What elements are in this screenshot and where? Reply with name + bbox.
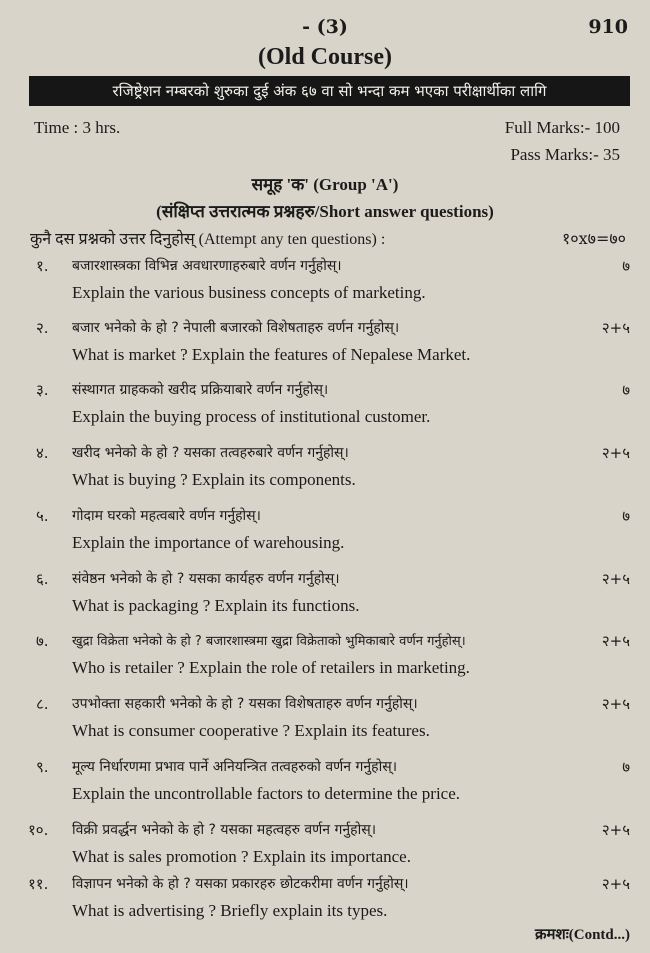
question-nepali: बजारशास्त्रका विभिन्न अवधारणाहरुबारे वर्णन गर्नुहोस्। xyxy=(72,258,342,274)
continued-note: क्रमशः(Contd...) xyxy=(535,927,630,943)
question-item xyxy=(0,256,650,314)
instruction-marks: १०x७=७० xyxy=(561,229,626,248)
question-item xyxy=(0,820,650,878)
question-nepali: उपभोक्ता सहकारी भनेको के हो ? यसका विशेषताहरु वर्णन गर्नुहोस्। xyxy=(72,696,418,712)
question-english: Explain the importance of warehousing. xyxy=(72,533,345,552)
question-english: Explain the buying process of institutional customer. xyxy=(72,407,431,426)
question-marks: ७ xyxy=(622,257,630,275)
question-english: What is advertising ? Briefly explain its types. xyxy=(72,901,388,920)
question-item xyxy=(0,631,650,689)
question-number: ६. xyxy=(36,570,49,588)
question-item xyxy=(0,757,650,815)
group-subtitle: (संक्षिप्त उत्तरात्मक प्रश्नहरु/Short answer questions) xyxy=(156,202,494,221)
question-marks: २+५ xyxy=(601,875,630,893)
question-item xyxy=(0,380,650,438)
question-english: What is consumer cooperative ? Explain its features. xyxy=(72,721,430,740)
question-number: ९. xyxy=(36,758,49,776)
question-number: ११. xyxy=(28,875,49,893)
question-english: Explain the uncontrollable factors to determine the price. xyxy=(72,784,461,803)
question-number: ८. xyxy=(36,695,49,713)
full-marks: Full Marks:- 100 xyxy=(504,118,620,137)
question-marks: २+५ xyxy=(601,570,630,588)
question-nepali: गोदाम घरको महत्वबारे वर्णन गर्नुहोस्। xyxy=(72,508,261,524)
paper-code: 910 xyxy=(588,16,628,38)
question-number: ३. xyxy=(36,381,49,399)
question-item xyxy=(0,443,650,501)
time-allowed: Time : 3 hrs. xyxy=(34,118,121,137)
question-marks: ७ xyxy=(622,758,630,776)
question-marks: ७ xyxy=(622,507,630,525)
question-marks: २+५ xyxy=(601,319,630,337)
question-item xyxy=(0,694,650,752)
question-item xyxy=(0,506,650,564)
question-item xyxy=(0,318,650,376)
course-title: (Old Course) xyxy=(258,44,392,70)
question-item xyxy=(0,569,650,627)
question-nepali: विज्ञापन भनेको के हो ? यसका प्रकारहरु छोटकरीमा वर्णन गर्नुहोस्। xyxy=(72,876,409,892)
question-nepali: विक्री प्रवर्द्धन भनेको के हो ? यसका महत्वहरु वर्णन गर्नुहोस्। xyxy=(72,822,377,838)
question-english: Explain the various business concepts of marketing. xyxy=(72,283,426,302)
question-number: १०. xyxy=(28,821,49,839)
question-number: ४. xyxy=(36,444,49,462)
instruction: कुनै दस प्रश्नको उत्तर दिनुहोस् (Attempt any ten questions) : xyxy=(30,231,386,248)
question-number: ७. xyxy=(36,632,49,650)
group-heading: समूह 'क' (Group 'A') xyxy=(251,175,399,194)
question-marks: ७ xyxy=(622,381,630,399)
question-marks: २+५ xyxy=(601,695,630,713)
question-english: What is sales promotion ? Explain its importance. xyxy=(72,847,411,866)
question-english: Who is retailer ? Explain the role of retailers in marketing. xyxy=(72,658,470,677)
question-nepali: संस्थागत ग्राहकको खरीद प्रक्रियाबारे वर्णन गर्नुहोस्। xyxy=(72,382,329,398)
pass-marks: Pass Marks:- 35 xyxy=(510,145,620,164)
question-number: २. xyxy=(36,319,49,337)
question-english: What is market ? Explain the features of Nepalese Market. xyxy=(72,345,471,364)
question-english: What is buying ? Explain its components. xyxy=(72,470,356,489)
question-number: १. xyxy=(36,257,49,275)
eligibility-banner: रजिष्ट्रेशन नम्बरको शुरुका दुई अंक ६७ वा सो भन्दा कम भएका परीक्षार्थीका लागि xyxy=(29,76,630,106)
question-number: ५. xyxy=(36,507,49,525)
question-nepali: खरीद भनेको के हो ? यसका तत्वहरुबारे वर्णन गर्नुहोस्। xyxy=(72,445,349,461)
question-english: What is packaging ? Explain its functions. xyxy=(72,596,360,615)
question-marks: २+५ xyxy=(601,821,630,839)
question-nepali: मूल्य निर्धारणमा प्रभाव पार्ने अनियन्त्रित तत्वहरुको वर्णन गर्नुहोस्। xyxy=(72,759,397,775)
question-marks: २+५ xyxy=(601,632,630,650)
question-nepali: खुद्रा विक्रेता भनेको के हो ? बजारशास्त्रमा खुद्रा विक्रेताको भुमिकाबारे वर्णन गर्नुहोस्। xyxy=(72,634,466,649)
question-nepali: बजार भनेको के हो ? नेपाली बजारको विशेषताहरु वर्णन गर्नुहोस्। xyxy=(72,320,400,336)
question-marks: २+५ xyxy=(601,444,630,462)
question-nepali: संवेष्ठन भनेको के हो ? यसका कार्यहरु वर्णन गर्नुहोस्। xyxy=(72,571,340,587)
page-number: - (3) xyxy=(302,16,348,38)
